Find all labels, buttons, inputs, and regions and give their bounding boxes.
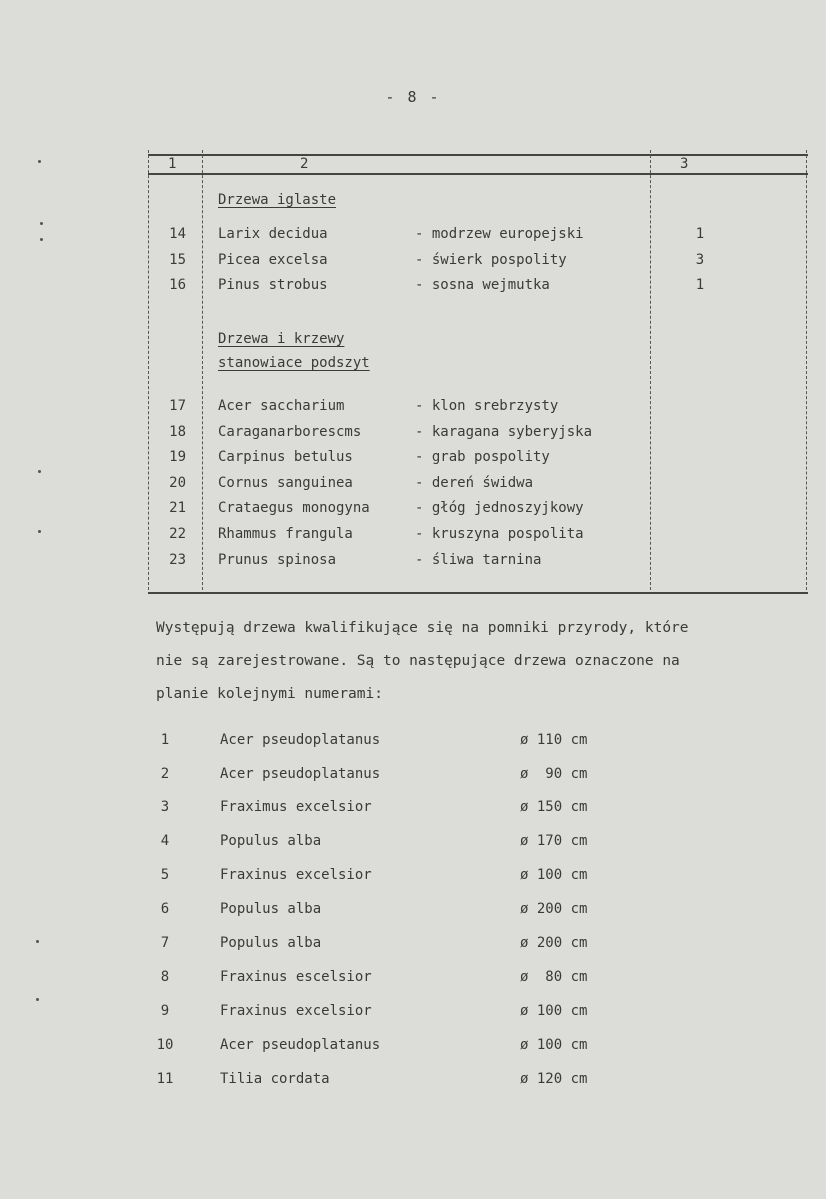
table-header-rule [148,173,808,175]
polish-name: - grab pospolity [415,449,550,465]
item-number: 5 [160,867,170,883]
item-number: 8 [160,969,170,985]
item-name: Populus alba [220,935,322,951]
paragraph-line: planie kolejnymi numerami: [156,686,383,702]
table-header-col-2: 2 [300,156,309,172]
list-item [0,725,826,755]
list-item [0,860,826,890]
table-bottom-rule [148,592,808,594]
item-diameter: ø 150 cm [520,799,588,815]
polish-name: - sosna wejmutka [415,277,550,293]
item-name: Fraximus excelsior [220,799,372,815]
row-number: 21 [169,500,186,516]
row-number: 22 [169,526,186,542]
table-row [150,472,790,494]
polish-name: - modrzew europejski [415,226,584,242]
latin-name: Crataegus monogyna [218,500,370,516]
row-number: 19 [169,449,186,465]
table-top-rule [148,154,808,156]
polish-name: - karagana syberyjska [415,424,593,440]
item-name: Populus alba [220,901,322,917]
table-row [150,446,790,468]
item-diameter: ø 120 cm [520,1071,588,1087]
table-row [150,395,790,417]
item-number: 4 [160,833,170,849]
row-number: 18 [169,424,186,440]
scan-mark [38,160,41,163]
scan-mark [36,998,39,1001]
latin-name: Carpinus betulus [218,449,353,465]
polish-name: - klon srebrzysty [415,398,559,414]
list-item [0,792,826,822]
item-name: Fraxinus escelsior [220,969,372,985]
item-diameter: ø 200 cm [520,935,588,951]
row-number: 23 [169,552,186,568]
table-header-col-3: 3 [680,156,689,172]
item-name: Tilia cordata [220,1071,330,1087]
table-right-border [806,150,808,590]
table-row [150,249,790,271]
scan-mark [38,470,41,473]
list-item [0,1030,826,1060]
table-row [150,523,790,545]
polish-name: - głóg jednoszyjkowy [415,500,584,516]
section-title-shrubs-line-1: Drzewa i krzewy [218,331,345,347]
list-item [0,996,826,1026]
table-header-col-1: 1 [168,156,177,172]
list-item [0,962,826,992]
count: 3 [695,252,705,268]
count: 1 [695,277,705,293]
table-row [150,497,790,519]
item-number: 10 [156,1037,174,1053]
item-number: 11 [156,1071,174,1087]
table-row [150,421,790,443]
item-diameter: ø 90 cm [520,766,588,782]
table-row [150,274,790,296]
polish-name: - śliwa tarnina [415,552,542,568]
latin-name: Pinus strobus [218,277,328,293]
item-diameter: ø 100 cm [520,867,588,883]
item-name: Fraxinus excelsior [220,867,372,883]
item-number: 2 [160,766,170,782]
row-number: 20 [169,475,186,491]
section-title-shrubs-line-2: stanowiace podszyt [218,355,370,371]
row-number: 17 [169,398,186,414]
paragraph-line: nie są zarejestrowane. Są to następujące drzewa oznaczone na [156,653,680,669]
row-number: 16 [169,277,186,293]
list-item [0,1064,826,1094]
list-item [0,759,826,789]
latin-name: Acer saccharium [218,398,345,414]
item-number: 9 [160,1003,170,1019]
scan-mark [40,222,43,225]
table-row [150,549,790,571]
item-name: Acer pseudoplatanus [220,732,381,748]
polish-name: - dereń świdwa [415,475,534,491]
item-number: 6 [160,901,170,917]
item-diameter: ø 100 cm [520,1003,588,1019]
count: 1 [695,226,705,242]
item-diameter: ø 100 cm [520,1037,588,1053]
paragraph-line: Występują drzewa kwalifikujące się na pomniki przyrody, które [156,620,689,636]
polish-name: - świerk pospolity [415,252,567,268]
scan-mark [40,238,43,241]
item-diameter: ø 110 cm [520,732,588,748]
item-number: 1 [160,732,170,748]
row-number: 14 [169,226,186,242]
polish-name: - kruszyna pospolita [415,526,584,542]
list-item [0,826,826,856]
list-item [0,928,826,958]
scan-mark [38,530,41,533]
row-number: 15 [169,252,186,268]
scan-mark [36,940,39,943]
item-name: Acer pseudoplatanus [220,1037,381,1053]
item-number: 3 [160,799,170,815]
latin-name: Caraganarborescms [218,424,362,440]
item-name: Populus alba [220,833,322,849]
page-number: - 8 - [385,88,441,106]
list-item [0,894,826,924]
latin-name: Rhammus frangula [218,526,353,542]
latin-name: Larix decidua [218,226,328,242]
item-diameter: ø 200 cm [520,901,588,917]
section-title-conifers: Drzewa iglaste [218,192,337,208]
table-row [150,223,790,245]
item-diameter: ø 80 cm [520,969,588,985]
item-name: Acer pseudoplatanus [220,766,381,782]
body-paragraph [156,612,796,711]
item-diameter: ø 170 cm [520,833,588,849]
item-number: 7 [160,935,170,951]
item-name: Fraxinus excelsior [220,1003,372,1019]
latin-name: Picea excelsa [218,252,328,268]
latin-name: Cornus sanguinea [218,475,353,491]
latin-name: Prunus spinosa [218,552,337,568]
